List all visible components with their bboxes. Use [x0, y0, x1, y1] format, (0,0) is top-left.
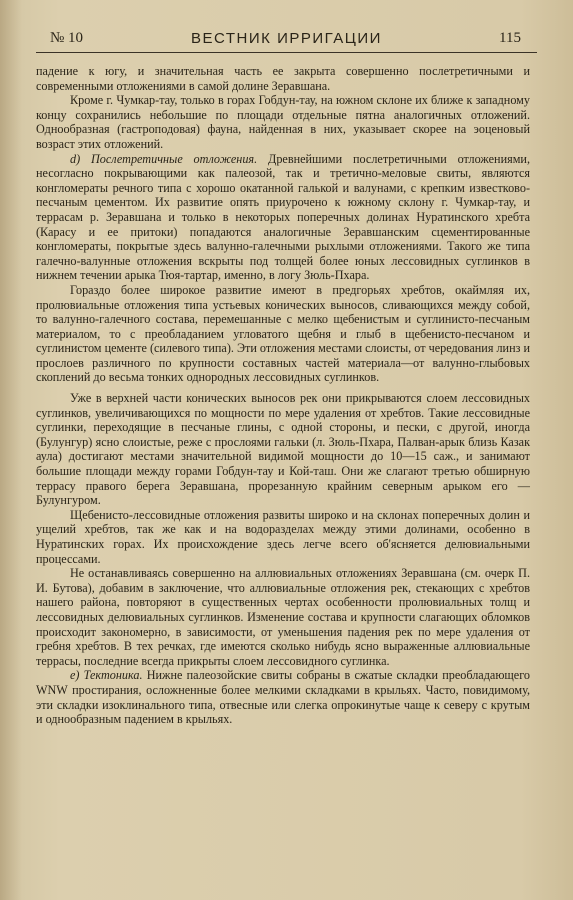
paragraph: Кроме г. Чумкар-тау, только в горах Гобдун-тау, на южном склоне их ближе к западному концу сохранились небольшие по площади отдельные пятна аналогичных отложений. Однообразная (гастроподовая) фауна, найденная в них, указывает скорее на эоценовый возраст этих отложений. — [36, 93, 530, 151]
paragraph: d) Послетретичные отложения. Древнейшими послетретичными отложениями, несогласно покрывающими как палеозой, так и третично-меловые свиты, являются конгломераты речного типа с хорошо окатанной галькой и валунами, с крепким известково-песчаным цементом. Их развитие опять приурочено к южному склону г. Чумкар-тау, и террасам р. Зеравшана и только в некоторых поперечных долинах Нуратинского хребта (Карасу и ее притоки) попадаются аналогичные Зеравшанским сцементированные конгломераты, покрытые здесь валунно-галечными рыхлыми отложениями. Такого же типа галечно-валунные отложения вскрыты под толщей более юных лессовидных суглинков в нижнем течении арыка Тюя-тартар, именно, в логу Зюль-Пхара. — [36, 151, 530, 283]
section-heading: d) Послетретичные отложения. — [70, 151, 258, 166]
paragraph: Не останавливаясь совершенно на аллювиальных отложениях Зеравшана (см. очерк П. И. Бутова), добавим в заключение, что аллювиальные отложения рек, стекающих с хребтов нашего района, повторяют в существенных чертах особенности пролювиальных толщ и лессовидных делювиальных суглинков. Изменение состава и крупности слагающих обломков происходит закономерно, в зависимости, от уменьшения падения рек по мере удаления от гребня хребтов. В тех речках, где имеются сколько нибудь ясно выраженные аллювиальные террасы, последние всегда прикрыты слоем лессовидного суглинка. — [36, 566, 530, 668]
paragraph: Щебенисто-лессовидные отложения развиты широко и на склонах поперечных долин и ущелий хребтов, так же как и на водоразделах между этими долинами, особенно в Нуратинских горах. Их происхождение здесь легче всего об'ясняется делювиальными процессами. — [36, 507, 530, 566]
section-heading: e) Тектоника. — [70, 668, 143, 683]
paragraph: падение к югу, и значительная часть ее закрыта совершенно послетретичными и современными отложениями в самой долине Зеравшана. — [36, 64, 530, 93]
journal-title: ВЕСТНИК ИРРИГАЦИИ — [191, 30, 382, 47]
page-body — [36, 64, 530, 727]
paragraph: Гораздо более широкое развитие имеют в предгорьях хребтов, окаймляя их, пролювиальные отложения типа устьевых конических выносов, сливающихся между собой, то валунно-галечного состава, перемешанные с мелко щебенистым и суглинисто-песчаным материалом, то с преобладанием угловатого щебня и глыб в щебенисто-песчаном и суглинистом цементе (силевого типа). Эти отложения местами слоисты, от чередования линз и прослоев различного по крупности составных частей материала—от валунно-глыбовых скоплений до весьма тонких однородных лессовидных суглинков. — [36, 282, 530, 385]
page-header — [36, 30, 537, 53]
paragraph: Уже в верхней части конических выносов рек они прикрываются слоем лессовидных суглинков, увеличивающихся по мощности по мере удаления от хребтов. Такие лессовидные суглинки, переходящие в песчаные глины, с одной стороны, и пески, с другой, иногда (Булунгур) ясно слоистые, реже с прослоями гальки (л. Зюль-Пхара, Палван-арык близь Казак аула) достигают местами значительной видимой мощности до 10—15 саж., и занимают большие площади между горами Гобдун-тау и Кой-таш. Они же слагают третью обширную террасу правого берега Зеравшана, прорезанную крайним северным арыком его —Булунгуром. — [36, 391, 530, 508]
issue-number: № 10 — [50, 30, 84, 46]
paragraph: e) Тектоника. Нижне палеозойские свиты собраны в сжатые складки преобладающего WNW простирания, осложненные более мелкими складками в крыльях. Часто, повидимому, эти складки изоклинального типа, отвесные или слегка опрокинутые чаще к северу с крутым и однообразным падением в крыльях. — [36, 668, 531, 727]
page-number: 115 — [499, 30, 521, 46]
